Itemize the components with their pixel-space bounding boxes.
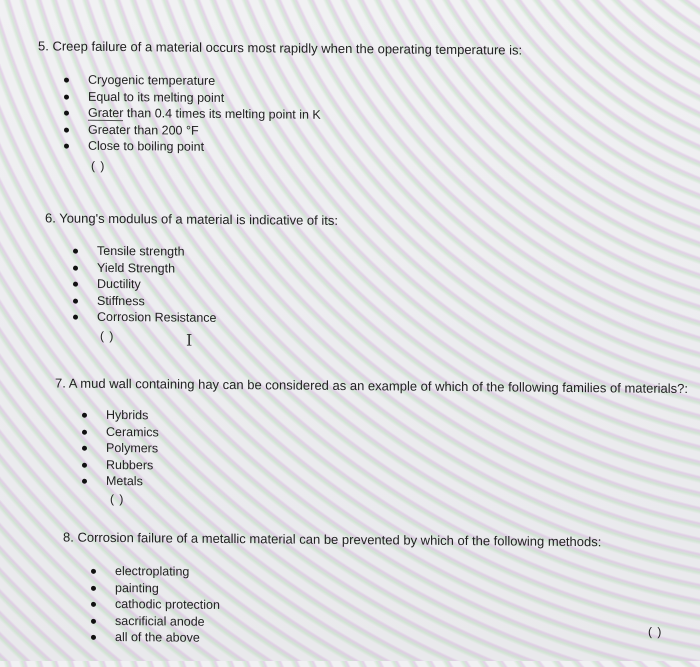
bullet <box>82 446 87 451</box>
question-6-options <box>97 243 217 327</box>
bullet <box>73 298 78 303</box>
bullet <box>91 635 96 640</box>
list-item: Equal to its melting point <box>88 88 321 107</box>
list-item: painting <box>115 580 220 597</box>
list-item: Greater than 200 °F <box>88 121 321 140</box>
list-item: Stiffness <box>97 292 217 310</box>
bullet <box>91 585 96 590</box>
list-item: Grater than 0.4 times its melting point in K <box>88 105 321 124</box>
list-item: Close to boiling point <box>88 138 321 157</box>
question-5-answer-blank[interactable]: ( ) <box>91 158 106 173</box>
bullet <box>82 429 87 434</box>
bullet <box>64 94 69 99</box>
list-item: Rubbers <box>106 456 159 473</box>
bullet <box>64 78 69 83</box>
bullet <box>64 127 69 132</box>
bullet <box>82 479 87 484</box>
list-item: electroplating <box>115 563 220 580</box>
bullet <box>91 618 96 623</box>
bullet <box>64 144 69 149</box>
bullet <box>73 315 78 320</box>
list-item: Ductility <box>97 276 217 294</box>
question-5-options <box>88 72 321 157</box>
question-5-text: 5. Creep failure of a material occurs most rapidly when the operating temperature is: <box>38 38 523 58</box>
question-6-answer-blank[interactable]: ( ) <box>100 328 115 343</box>
list-item: Polymers <box>106 440 159 457</box>
question-8-options <box>115 563 220 646</box>
list-item: Ceramics <box>106 423 159 440</box>
list-item: cathodic protection <box>115 596 220 613</box>
bullet <box>82 413 87 418</box>
bullet <box>64 111 69 116</box>
question-8-answer-blank[interactable]: ( ) <box>648 624 663 639</box>
question-6-text: 6. Young's modulus of a material is indicative of its: <box>45 210 338 228</box>
bullet <box>82 462 87 467</box>
i-beam-cursor-icon: I <box>186 330 193 350</box>
list-item: sacrificial anode <box>115 613 220 630</box>
question-7-answer-blank[interactable]: ( ) <box>110 491 125 507</box>
list-item: Corrosion Resistance <box>97 309 217 327</box>
list-item: Yield Strength <box>97 259 217 277</box>
bullet <box>73 282 78 287</box>
bullet <box>73 265 78 270</box>
list-item: Tensile strength <box>97 243 217 261</box>
bullet <box>91 602 96 607</box>
question-8-text: 8. Corrosion failure of a metallic material can be prevented by which of the following methods: <box>63 529 602 550</box>
bullet <box>73 249 78 254</box>
list-item: Hybrids <box>106 407 159 424</box>
bullet <box>91 569 96 574</box>
list-item: all of the above <box>115 629 220 646</box>
misspelled-word: Grater <box>88 105 124 121</box>
question-7-options <box>106 407 159 490</box>
list-item: Metals <box>106 473 159 490</box>
list-item: Cryogenic temperature <box>88 72 321 91</box>
question-7-text: 7. A mud wall containing hay can be considered as an example of which of the following families of materials?: <box>55 375 689 397</box>
